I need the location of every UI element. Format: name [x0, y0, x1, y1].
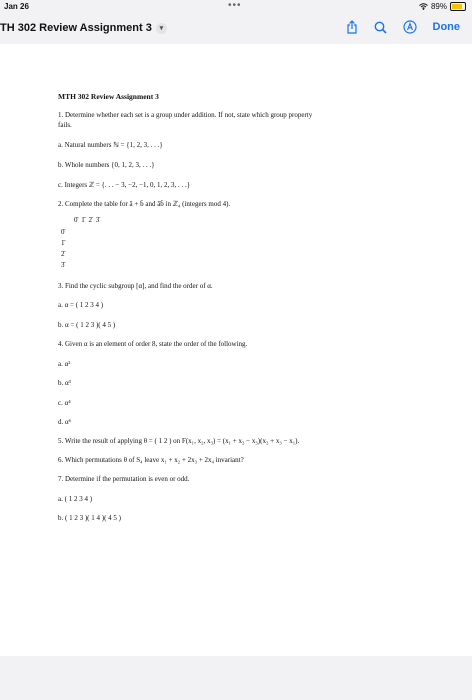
nav-title: TH 302 Review Assignment 3	[0, 22, 152, 34]
document-page	[0, 44, 472, 656]
table-row-label: 2̄	[61, 250, 65, 258]
table-row-label: 0̄	[61, 228, 65, 236]
question-7b: b. ( 1 2 3 )( 1 4 )( 4 5 )	[58, 514, 121, 522]
question-4a: a. α²	[58, 360, 71, 368]
wifi-icon	[419, 3, 428, 10]
status-bar	[0, 0, 472, 14]
question-4d: d. α⁶	[58, 418, 72, 426]
page-title: MTH 302 Review Assignment 3	[58, 92, 159, 101]
nav-bar	[0, 14, 472, 42]
done-button[interactable]: Done	[432, 21, 460, 33]
question-1b: b. Whole numbers {0, 1, 2, 3, . . .}	[58, 161, 155, 169]
question-4b: b. α³	[58, 379, 71, 387]
question-3b: b. α = ( 1 2 3 )( 4 5 )	[58, 321, 116, 329]
share-icon[interactable]	[346, 20, 358, 34]
question-1: 1. Determine whether each set is a group under addition. If not, state which group property	[58, 111, 313, 119]
battery-percent: 89%	[430, 2, 447, 11]
markup-pen-icon[interactable]	[403, 20, 417, 34]
status-right	[419, 2, 466, 11]
document-title-menu[interactable]	[0, 22, 167, 34]
question-6: 6. Which permutations θ of S₄ leave x₁ + x₂ + 2x₃ + 2x₄ invariant?	[58, 456, 244, 464]
question-7a: a. ( 1 2 3 4 )	[58, 495, 93, 503]
table-row-label: 3̄	[61, 261, 65, 269]
question-4: 4. Given α is an element of order 8, state the order of the following.	[58, 340, 248, 348]
table-row-label: 1̄	[61, 239, 65, 247]
status-time: Jan 26	[4, 2, 29, 11]
question-1a: a. Natural numbers ℕ = {1, 2, 3, . . .}	[58, 141, 163, 149]
question-3a: a. α = ( 1 2 3 4 )	[58, 301, 104, 309]
question-2: 2. Complete the table for ā + b̄ and āb̄ in ℤ₄ (integers mod 4).	[58, 200, 231, 208]
question-5: 5. Write the result of applying θ = ( 1 2 ) on F(x₁, x₂, x₃) = (x₁ + x₂ − x₃)(x₂ + x₃ − x₁).	[58, 437, 300, 445]
search-icon[interactable]	[374, 21, 387, 34]
question-4c: c. α⁴	[58, 399, 71, 407]
question-3: 3. Find the cyclic subgroup [α], and find the order of α.	[58, 282, 213, 290]
question-1c: c. Integers ℤ = {. . . − 3, −2, −1, 0, 1, 2, 3, . . .}	[58, 181, 191, 189]
question-7: 7. Determine if the permutation is even or odd.	[58, 475, 190, 483]
question-1-cont: fails.	[58, 121, 72, 129]
chevron-down-icon[interactable]: ▾	[156, 23, 167, 34]
nav-actions	[346, 20, 461, 34]
multitask-dots[interactable]: •••	[228, 0, 242, 11]
table-header: 0̄ 1̄ 2̄ 3̄	[74, 216, 101, 224]
battery-icon	[450, 2, 466, 11]
